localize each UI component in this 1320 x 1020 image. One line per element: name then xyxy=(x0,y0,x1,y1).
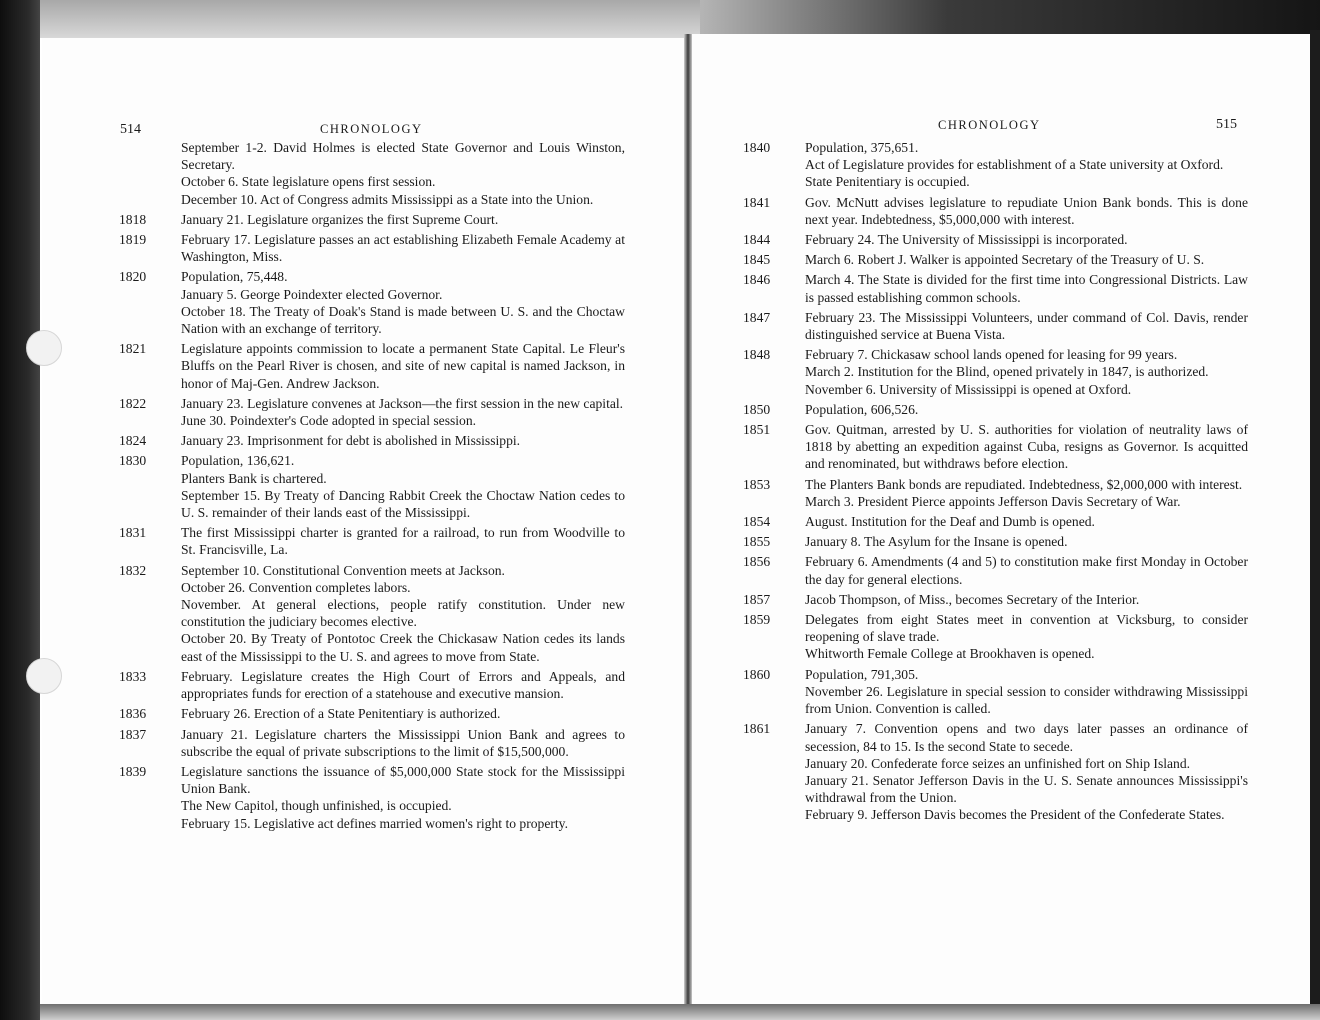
entry-year: 1840 xyxy=(743,140,771,155)
entry-paragraph: Gov. Quitman, arrested by U. S. authorities for violation of neutrality laws of 1818 by abetting an expedition against Cuba, resigns as Governor. Is acquitted and renominated, but withdraws before election. xyxy=(805,422,1248,472)
chronology-entry xyxy=(743,194,1248,228)
entry-paragraph: January 23. Legislature convenes at Jackson—the first session in the new capital. xyxy=(181,395,624,411)
entry-text xyxy=(181,211,625,228)
punch-hole-upper xyxy=(26,330,62,366)
entry-paragraph: August. Institution for the Deaf and Dumb is opened. xyxy=(805,514,1095,530)
entry-paragraph: The Planters Bank bonds are repudiated. Indebtedness, $2,000,000 with interest. xyxy=(805,476,1243,492)
entry-text xyxy=(805,476,1248,510)
entry-text xyxy=(805,513,1248,530)
chronology-entry xyxy=(743,720,1248,823)
chronology-entry xyxy=(119,763,625,832)
entry-year: 1848 xyxy=(743,347,771,363)
chronology-entry xyxy=(119,562,625,665)
chronology-entry xyxy=(119,139,625,208)
entry-paragraph: Delegates from eight States meet in convention at Vicksburg, to consider reopening of slave trade. xyxy=(805,612,1248,645)
chronology-entry xyxy=(119,668,625,702)
entry-text xyxy=(805,720,1248,823)
entry-paragraph: September 10. Constitutional Convention meets at Jackson. xyxy=(181,562,505,578)
entry-paragraph: Jacob Thompson, of Miss., becomes Secretary of the Interior. xyxy=(805,591,1140,607)
entry-year: 1855 xyxy=(743,534,771,550)
chronology-entry xyxy=(743,533,1248,550)
entry-paragraph: March 3. President Pierce appoints Jefferson Davis Secretary of War. xyxy=(805,493,1181,509)
entry-text xyxy=(181,705,625,722)
chronology-entry xyxy=(119,268,625,337)
entry-paragraph: October 26. Convention completes labors. xyxy=(181,579,411,595)
entry-text xyxy=(805,309,1248,343)
entry-paragraph: Whitworth Female College at Brookhaven is opened. xyxy=(805,646,1095,662)
entry-paragraph: State Penitentiary is occupied. xyxy=(805,174,970,190)
scan-border-top-right xyxy=(700,0,1320,38)
chronology-entry xyxy=(743,309,1248,343)
chronology-entry xyxy=(119,231,625,265)
entry-paragraph: Legislature sanctions the issuance of $5,000,000 State stock for the Mississippi Union Bank. xyxy=(181,763,625,797)
entry-paragraph: The New Capitol, though unfinished, is occupied. xyxy=(181,798,452,814)
chronology-entry xyxy=(743,513,1248,530)
entry-year: 1818 xyxy=(119,211,147,227)
entry-year: 1857 xyxy=(743,591,771,607)
entry-paragraph: January 7. Convention opens and two days later passes an ordinance of secession, 84 to 15. Is the second State to secede. xyxy=(805,721,1248,754)
entry-paragraph: January 23. Imprisonment for debt is abolished in Mississippi. xyxy=(181,433,521,449)
entry-paragraph: February 26. Erection of a State Penitentiary is authorized. xyxy=(181,706,501,722)
entry-text xyxy=(181,340,625,392)
entry-paragraph: February 15. Legislative act defines married women's right to property. xyxy=(181,815,568,831)
entry-text xyxy=(805,533,1248,550)
chronology-entry xyxy=(743,271,1248,305)
entry-paragraph: The first Mississippi charter is granted for a railroad, to run from Woodville to St. Francisville, La. xyxy=(181,525,625,558)
book-gutter xyxy=(684,34,692,1004)
scan-border-bottom xyxy=(40,1004,1320,1020)
entry-year: 1820 xyxy=(119,269,147,285)
entry-text xyxy=(181,432,625,449)
entry-text xyxy=(181,139,625,208)
chronology-entry xyxy=(119,524,625,558)
entry-paragraph: February. Legislature creates the High Court of Errors and Appeals, and appropriates funds for erection of a statehouse and executive mansion. xyxy=(181,668,625,702)
entry-year: 1846 xyxy=(743,272,771,288)
entry-year: 1861 xyxy=(743,721,771,737)
entry-paragraph: January 21. Senator Jefferson Davis in the U. S. Senate announces Mississippi's withdrawal from the Union. xyxy=(805,772,1248,806)
chronology-entry xyxy=(743,476,1248,510)
entry-year: 1832 xyxy=(119,562,147,578)
entry-paragraph: September 1-2. David Holmes is elected State Governor and Louis Winston, Secretary. xyxy=(181,140,625,173)
entry-year: 1851 xyxy=(743,422,771,438)
chronology-entry xyxy=(743,591,1248,608)
chronology-entry xyxy=(119,211,625,228)
entry-year: 1854 xyxy=(743,514,771,530)
entry-paragraph: February 7. Chickasaw school lands opened for leasing for 99 years. xyxy=(805,347,1178,363)
scan-border-left xyxy=(0,0,40,1020)
chronology-entry xyxy=(119,432,625,449)
entry-text xyxy=(805,139,1248,191)
entry-text xyxy=(181,231,625,265)
entry-year: 1824 xyxy=(119,433,147,449)
entry-text xyxy=(181,395,625,429)
left-chronology-list xyxy=(119,139,625,835)
entry-paragraph: March 2. Institution for the Blind, opened privately in 1847, is authorized. xyxy=(805,364,1209,380)
entry-paragraph: Population, 136,621. xyxy=(181,453,295,469)
entry-year: 1831 xyxy=(119,525,147,541)
entry-year: 1850 xyxy=(743,401,771,417)
entry-text xyxy=(805,251,1248,268)
entry-paragraph: June 30. Poindexter's Code adopted in special session. xyxy=(181,413,477,429)
chronology-entry xyxy=(743,666,1248,718)
entry-paragraph: October 18. The Treaty of Doak's Stand is made between U. S. and the Choctaw Nation with an exchange of territory. xyxy=(181,303,625,337)
entry-year: 1853 xyxy=(743,476,771,492)
entry-text xyxy=(181,562,625,665)
chronology-entry xyxy=(119,452,625,521)
entry-year: 1837 xyxy=(119,726,147,742)
right-chronology-list xyxy=(743,139,1248,827)
left-running-head: CHRONOLOGY xyxy=(320,122,423,136)
right-page-number: 515 xyxy=(1216,117,1237,132)
chronology-entry xyxy=(743,611,1248,663)
chronology-entry xyxy=(119,340,625,392)
entry-text xyxy=(805,591,1248,608)
entry-paragraph: Act of Legislature provides for establishment of a State university at Oxford. xyxy=(805,157,1224,173)
entry-paragraph: November 26. Legislature in special session to consider withdrawing Mississippi from Union. Convention is called. xyxy=(805,683,1248,717)
entry-text xyxy=(181,668,625,702)
entry-paragraph: Population, 375,651. xyxy=(805,140,919,155)
entry-text xyxy=(805,611,1248,663)
right-running-head: CHRONOLOGY xyxy=(938,118,1041,132)
entry-paragraph: February 6. Amendments (4 and 5) to constitution make first Monday in October the day for general elections. xyxy=(805,554,1248,587)
entry-year: 1856 xyxy=(743,554,771,570)
entry-paragraph: November. At general elections, people ratify constitution. Under new constitution the judiciary becomes elective. xyxy=(181,597,625,630)
entry-paragraph: January 5. George Poindexter elected Governor. xyxy=(181,286,443,302)
entry-paragraph: October 20. By Treaty of Pontotoc Creek the Chickasaw Nation cedes its lands east of the Mississippi to the U. S. and agrees to move from State. xyxy=(181,631,625,664)
chronology-entry xyxy=(743,401,1248,418)
entry-paragraph: Planters Bank is chartered. xyxy=(181,470,327,486)
entry-text xyxy=(181,763,625,832)
entry-year: 1821 xyxy=(119,341,147,357)
entry-year: 1844 xyxy=(743,232,771,248)
entry-year: 1860 xyxy=(743,666,771,682)
chronology-entry xyxy=(119,705,625,722)
entry-paragraph: March 4. The State is divided for the first time into Congressional Districts. Law is passed establishing common schools. xyxy=(805,272,1248,305)
entry-paragraph: September 15. By Treaty of Dancing Rabbit Creek the Choctaw Nation cedes to U. S. remainder of their lands east of the Mississippi. xyxy=(181,487,625,521)
entry-text xyxy=(805,666,1248,718)
entry-year: 1833 xyxy=(119,668,147,684)
entry-text xyxy=(805,346,1248,398)
entry-paragraph: Population, 75,448. xyxy=(181,269,288,285)
chronology-entry xyxy=(743,421,1248,473)
entry-text xyxy=(181,268,625,337)
entry-paragraph: February 17. Legislature passes an act establishing Elizabeth Female Academy at Washington, Miss. xyxy=(181,232,625,265)
entry-paragraph: Gov. McNutt advises legislature to repudiate Union Bank bonds. This is done next year. Indebtedness, $5,000,000 with interest. xyxy=(805,194,1248,227)
entry-paragraph: January 8. The Asylum for the Insane is opened. xyxy=(805,534,1068,550)
chronology-entry xyxy=(743,553,1248,587)
entry-text xyxy=(181,524,625,558)
entry-year: 1847 xyxy=(743,309,771,325)
entry-paragraph: Legislature appoints commission to locate a permanent State Capital. Le Fleur's Bluffs on the Pearl River is chosen, and site of new capital is named Jackson, in honor of Maj-Gen. Andrew Jackson. xyxy=(181,341,625,391)
entry-year xyxy=(119,139,181,208)
entry-year: 1822 xyxy=(119,395,147,411)
entry-text xyxy=(805,194,1248,228)
entry-text xyxy=(181,452,625,521)
entry-paragraph: February 24. The University of Mississippi is incorporated. xyxy=(805,232,1128,248)
entry-year: 1819 xyxy=(119,232,147,248)
entry-text xyxy=(805,401,1248,418)
entry-year: 1839 xyxy=(119,763,147,779)
entry-text xyxy=(805,553,1248,587)
entry-paragraph: February 9. Jefferson Davis becomes the President of the Confederate States. xyxy=(805,807,1225,823)
entry-paragraph: December 10. Act of Congress admits Mississippi as a State into the Union. xyxy=(181,191,594,207)
punch-hole-lower xyxy=(26,658,62,694)
entry-paragraph: Population, 791,305. xyxy=(805,666,919,682)
entry-year: 1845 xyxy=(743,252,771,268)
scan-border-top-left xyxy=(0,0,700,38)
chronology-entry xyxy=(743,139,1248,191)
entry-year: 1830 xyxy=(119,453,147,469)
entry-year: 1836 xyxy=(119,706,147,722)
entry-year: 1859 xyxy=(743,612,771,628)
chronology-entry xyxy=(743,251,1248,268)
entry-text xyxy=(181,726,625,760)
entry-paragraph: January 21. Legislature charters the Mississippi Union Bank and agrees to subscribe the equal of private subscriptions to the limit of $15,500,000. xyxy=(181,726,625,759)
entry-text xyxy=(805,271,1248,305)
entry-paragraph: March 6. Robert J. Walker is appointed Secretary of the Treasury of U. S. xyxy=(805,252,1205,268)
entry-paragraph: February 23. The Mississippi Volunteers, under command of Col. Davis, render distinguished service at Buena Vista. xyxy=(805,309,1248,343)
entry-paragraph: November 6. University of Mississippi is opened at Oxford. xyxy=(805,381,1132,397)
chronology-entry xyxy=(119,395,625,429)
entry-paragraph: January 20. Confederate force seizes an unfinished fort on Ship Island. xyxy=(805,755,1191,771)
scan-border-right xyxy=(1310,30,1320,1020)
entry-text xyxy=(805,231,1248,248)
entry-paragraph: January 21. Legislature organizes the first Supreme Court. xyxy=(181,211,499,227)
entry-paragraph: Population, 606,526. xyxy=(805,401,919,417)
left-page-number: 514 xyxy=(120,122,141,137)
chronology-entry xyxy=(743,346,1248,398)
entry-text xyxy=(805,421,1248,473)
entry-paragraph: October 6. State legislature opens first session. xyxy=(181,174,436,190)
entry-year: 1841 xyxy=(743,194,771,210)
chronology-entry xyxy=(119,726,625,760)
chronology-entry xyxy=(743,231,1248,248)
